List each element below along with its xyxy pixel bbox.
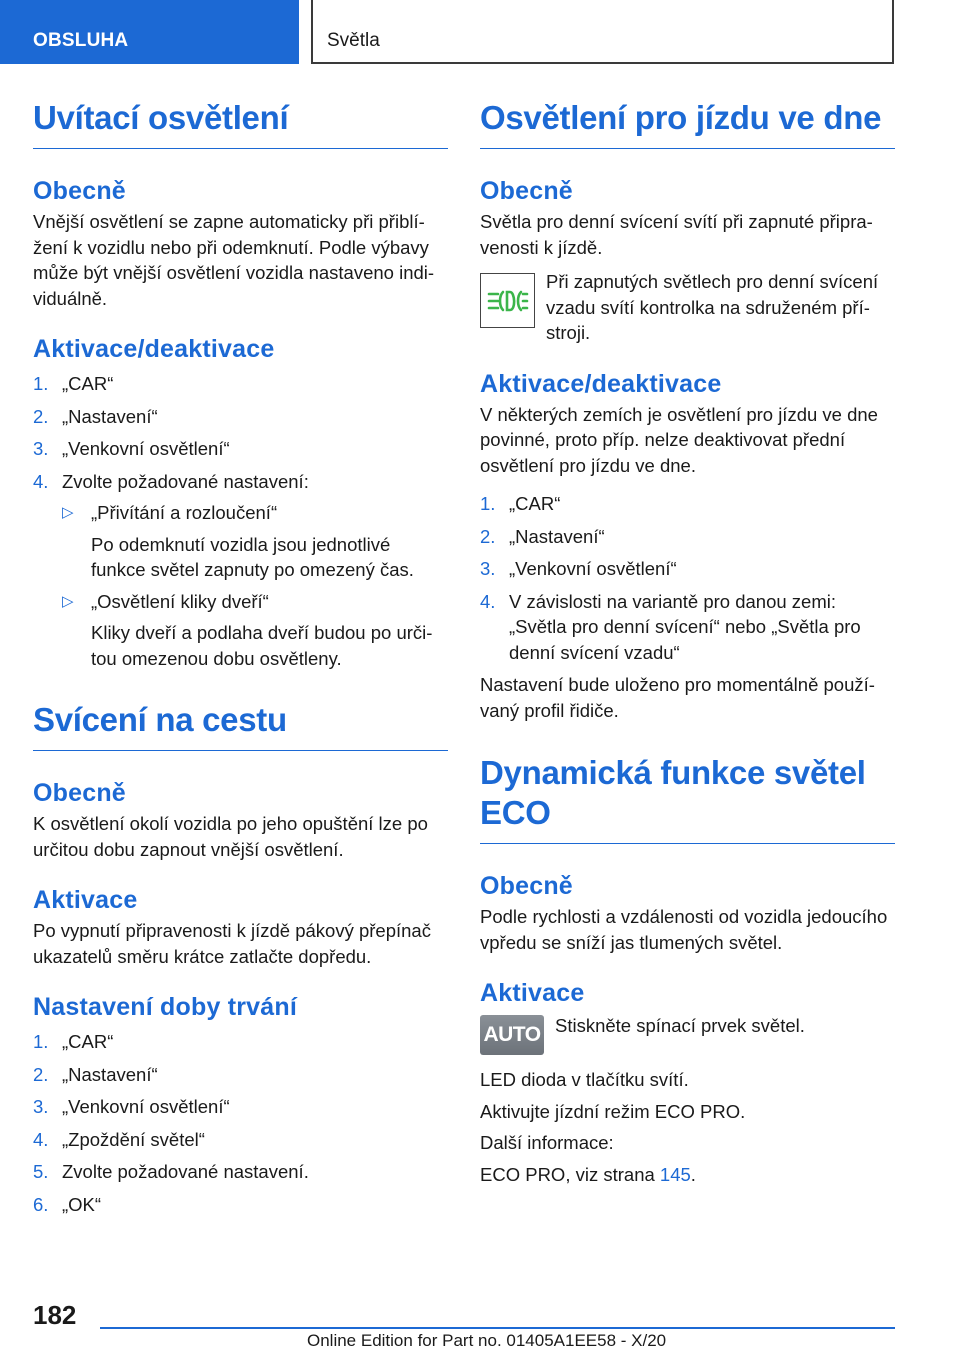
activation-heading: Aktivace/deaktivace xyxy=(480,369,722,398)
more-info-text: Další informace: xyxy=(480,1132,614,1153)
activation-heading: Aktivace xyxy=(480,979,585,1007)
activation-heading: Aktivace xyxy=(33,886,138,914)
chapter-label: Světla xyxy=(327,30,380,51)
triangle-right-icon: ▷ xyxy=(62,504,74,521)
auto-light-button-icon: AUTO xyxy=(480,1015,544,1055)
page-number: 182 xyxy=(33,1300,77,1330)
duration-steps xyxy=(33,1029,448,1217)
general-heading: Obecně xyxy=(33,779,126,807)
daytime-running-light-icon-svg xyxy=(487,286,529,316)
activation-text: Po vypnutí připravenosti k jízdě pákový přepínač ukazatelů směru krátce zatlačte dopředu. xyxy=(33,920,431,967)
duration-heading: Nastavení doby trvání xyxy=(33,993,298,1021)
activation-heading: Aktivace/deaktivace xyxy=(33,335,275,363)
list-item: 2. „Nastavení“ xyxy=(480,525,605,547)
page-link[interactable]: 145 xyxy=(659,1163,691,1185)
reference-text: ECO PRO, viz strana 145. xyxy=(480,1163,696,1185)
general-heading: Obecně xyxy=(480,177,573,205)
welcome-light-heading: Uvítací osvětlení xyxy=(33,98,448,149)
coming-home-heading: Svícení na cestu xyxy=(33,700,448,751)
general-text: Vnější osvětlení se zapne automaticky při přiblí‐ žení k vozidlu nebo při odemknutí. Podle výbavy může být vnější osvětlení vozidla nastaveno indi‐ viduálně. xyxy=(33,211,435,309)
list-item: 1. „CAR“ xyxy=(33,373,114,394)
press-text: Stiskněte spínací prvek světel. xyxy=(555,1015,805,1036)
right-column xyxy=(480,98,895,1187)
eco-text: Aktivujte jízdní režim ECO PRO. xyxy=(480,1100,746,1122)
list-item: 1. „CAR“ xyxy=(480,493,561,514)
edition-text: Online Edition for Part no. 01405A1EE58 - X/20 xyxy=(307,1331,667,1350)
list-item: 3. „Venkovní osvětlení“ xyxy=(33,1096,230,1117)
save-text: Nastavení bude uloženo pro momentálně použí‐ vaný profil řidiče. xyxy=(480,674,875,721)
section-tab xyxy=(0,0,299,64)
indicator-note xyxy=(480,269,895,346)
option-item: ▷ „Přivítání a rozloučení“ Po odemknutí vozidla jsou jednotlivé funkce světel zapnuty po omezený čas. xyxy=(62,502,414,580)
section-label: OBSLUHA xyxy=(33,30,129,51)
list-item: 4. „Zpoždění světel“ xyxy=(33,1128,205,1150)
auto-button-row xyxy=(480,1013,895,1055)
list-item: 2. „Nastavení“ xyxy=(33,1063,158,1085)
list-item: 6. „OK“ xyxy=(33,1193,102,1215)
list-item: 3. „Venkovní osvětlení“ xyxy=(480,558,677,579)
list-item: 4. V závislosti na variantě pro danou zemi: „Světla pro denní svícení“ nebo „Světla pro denní svícení vzadu“ xyxy=(480,590,861,663)
daytime-running-light-icon xyxy=(480,273,535,328)
list-item: 5. Zvolte požadované nastavení. xyxy=(33,1161,309,1182)
led-text: LED dioda v tlačítku svítí. xyxy=(480,1069,689,1090)
general-heading: Obecně xyxy=(480,872,573,900)
list-item: 3. „Venkovní osvětlení“ xyxy=(33,438,230,459)
list-item: 2. „Nastavení“ xyxy=(33,405,158,427)
triangle-right-icon: ▷ xyxy=(62,592,74,610)
activation-steps xyxy=(480,491,895,665)
chapter-tab xyxy=(311,0,894,64)
list-item: 4. Zvolte požadované nastavení: ▷ „Přivítání a rozloučení“ Po odemknutí vozidla jsou jednotlivé funkce světel zapnuty po omezený čas. ▷ „Osvětlení kliky dveří“ Kliky dveří a podlaha dveří budou po urči‐ tou omezenou dobu osvětleny. xyxy=(33,469,448,672)
left-column xyxy=(33,98,448,1224)
footer-divider xyxy=(100,1327,895,1329)
general-text: K osvětlení okolí vozidla po jeho opuštění lze po určitou dobu zapnout vnější osvětlení. xyxy=(33,813,428,860)
general-heading: Obecně xyxy=(33,177,126,205)
daytime-light-heading: Osvětlení pro jízdu ve dne xyxy=(480,98,895,149)
general-text: Podle rychlosti a vzdálenosti od vozidla jedoucího vpředu se sníží jas tlumených světel. xyxy=(480,906,888,953)
activation-text: V některých zemích je osvětlení pro jízdu ve dne povinné, proto příp. nelze deaktivovat přední osvětlení pro jízdu ve dne. xyxy=(480,403,878,476)
list-item: 1. „CAR“ xyxy=(33,1031,114,1052)
activation-steps xyxy=(33,371,448,671)
eco-light-heading: Dynamická funkce světel ECO xyxy=(480,753,895,844)
option-list xyxy=(62,500,448,671)
option-item: ▷ „Osvětlení kliky dveří“ Kliky dveří a podlaha dveří budou po urči‐ tou omezenou dobu osvětleny. xyxy=(62,590,433,669)
general-text: Světla pro denní svícení svítí při zapnuté připra‐ venosti k jízdě. xyxy=(480,211,873,258)
indicator-text: Při zapnutých světlech pro denní svícení vzadu svítí kontrolka na sdruženém pří‐ stroji. xyxy=(546,271,879,343)
